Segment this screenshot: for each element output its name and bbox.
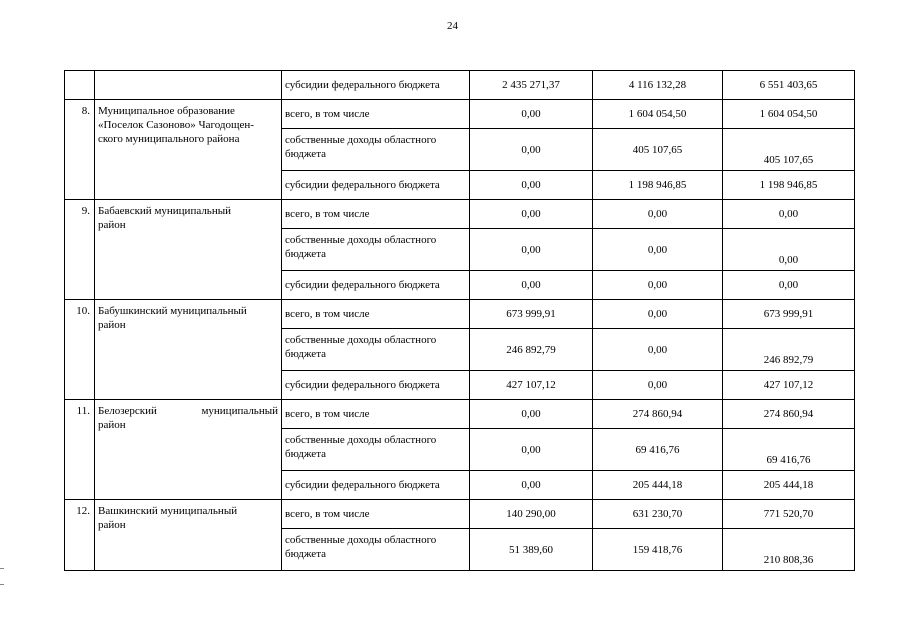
row-number	[65, 71, 95, 100]
amount-2: 0,00	[593, 329, 723, 371]
row-number: 8.	[65, 100, 95, 200]
amount-3: 205 444,18	[723, 471, 855, 500]
municipality-name-line: Белозерский муниципальный	[98, 405, 278, 417]
budget-category-label: всего, в том числе	[285, 308, 370, 320]
budget-category-label: собственные доходы областного бюджета	[285, 234, 437, 260]
budget-category	[282, 371, 470, 400]
table-row	[65, 100, 855, 129]
budget-category-label: собственные доходы областного бюджета	[285, 534, 437, 560]
row-number: 12.	[65, 500, 95, 571]
amount-2: 205 444,18	[593, 471, 723, 500]
budget-category	[282, 500, 470, 529]
budget-category-label: собственные доходы областного бюджета	[285, 134, 437, 160]
municipality-name-line: «Поселок Сазоново» Чагодощен-	[98, 119, 254, 131]
amount-3: 1 198 946,85	[723, 171, 855, 200]
budget-category-label: субсидии федерального бюджета	[285, 479, 440, 491]
budget-category	[282, 229, 470, 271]
amount-3: 274 860,94	[723, 400, 855, 429]
amount-1: 427 107,12	[470, 371, 593, 400]
municipality-name	[95, 400, 282, 500]
budget-category-label: всего, в том числе	[285, 208, 370, 220]
budget-category	[282, 129, 470, 171]
row-number: 9.	[65, 200, 95, 300]
amount-1: 0,00	[470, 229, 593, 271]
municipality-name-line: район	[98, 419, 126, 431]
budget-category	[282, 329, 470, 371]
municipality-name-line: район	[98, 519, 126, 531]
budget-category	[282, 100, 470, 129]
budget-table	[64, 70, 855, 571]
amount-1: 51 389,60	[470, 529, 593, 571]
amount-1: 0,00	[470, 429, 593, 471]
budget-category-label: собственные доходы областного бюджета	[285, 334, 437, 360]
budget-category-label: всего, в том числе	[285, 508, 370, 520]
municipality-name-line: ского муниципального района	[98, 133, 240, 145]
municipality-name-line: Муниципальное образование	[98, 105, 235, 117]
budget-category	[282, 271, 470, 300]
amount-2: 69 416,76	[593, 429, 723, 471]
amount-3: 246 892,79	[723, 329, 855, 371]
amount-1: 0,00	[470, 400, 593, 429]
amount-3: 427 107,12	[723, 371, 855, 400]
amount-3: 210 808,36	[723, 529, 855, 571]
municipality-name-line: район	[98, 319, 126, 331]
amount-3: 1 604 054,50	[723, 100, 855, 129]
amount-1: 2 435 271,37	[470, 71, 593, 100]
amount-3: 69 416,76	[723, 429, 855, 471]
municipality-name	[95, 71, 282, 100]
amount-1: 0,00	[470, 271, 593, 300]
amount-2: 0,00	[593, 371, 723, 400]
margin-mark	[0, 584, 4, 585]
amount-3: 673 999,91	[723, 300, 855, 329]
amount-2: 1 198 946,85	[593, 171, 723, 200]
budget-category	[282, 200, 470, 229]
budget-category-label: всего, в том числе	[285, 108, 370, 120]
municipality-name	[95, 300, 282, 400]
amount-1: 0,00	[470, 129, 593, 171]
budget-category	[282, 71, 470, 100]
row-number: 11.	[65, 400, 95, 500]
amount-2: 631 230,70	[593, 500, 723, 529]
amount-2: 0,00	[593, 300, 723, 329]
municipality-name-line: район	[98, 219, 126, 231]
amount-3: 0,00	[723, 229, 855, 271]
budget-category	[282, 300, 470, 329]
municipality-name	[95, 200, 282, 300]
amount-3: 771 520,70	[723, 500, 855, 529]
amount-1: 0,00	[470, 171, 593, 200]
table-row	[65, 200, 855, 229]
budget-category	[282, 429, 470, 471]
budget-category-label: субсидии федерального бюджета	[285, 79, 440, 91]
amount-3: 0,00	[723, 200, 855, 229]
amount-2: 0,00	[593, 229, 723, 271]
amount-2: 405 107,65	[593, 129, 723, 171]
row-number: 10.	[65, 300, 95, 400]
budget-category-label: субсидии федерального бюджета	[285, 179, 440, 191]
amount-3: 6 551 403,65	[723, 71, 855, 100]
amount-1: 0,00	[470, 471, 593, 500]
budget-category	[282, 171, 470, 200]
amount-2: 4 116 132,28	[593, 71, 723, 100]
amount-1: 140 290,00	[470, 500, 593, 529]
budget-category	[282, 471, 470, 500]
municipality-name	[95, 500, 282, 571]
municipality-name-line: Бабушкинский муниципальный	[98, 305, 247, 317]
amount-2: 1 604 054,50	[593, 100, 723, 129]
amount-2: 0,00	[593, 271, 723, 300]
amount-1: 673 999,91	[470, 300, 593, 329]
budget-category	[282, 529, 470, 571]
amount-2: 159 418,76	[593, 529, 723, 571]
budget-category-label: всего, в том числе	[285, 408, 370, 420]
amount-1: 246 892,79	[470, 329, 593, 371]
amount-3: 405 107,65	[723, 129, 855, 171]
amount-2: 0,00	[593, 200, 723, 229]
amount-1: 0,00	[470, 200, 593, 229]
page-number: 24	[447, 20, 458, 32]
margin-mark	[0, 568, 4, 569]
municipality-name-line: Бабаевский муниципальный	[98, 205, 231, 217]
amount-1: 0,00	[470, 100, 593, 129]
table-row	[65, 300, 855, 329]
budget-category	[282, 400, 470, 429]
municipality-name-line: Вашкинский муниципальный	[98, 505, 238, 517]
budget-category-label: субсидии федерального бюджета	[285, 279, 440, 291]
table-row	[65, 400, 855, 429]
amount-2: 274 860,94	[593, 400, 723, 429]
amount-3: 0,00	[723, 271, 855, 300]
table-row	[65, 500, 855, 529]
table-row	[65, 71, 855, 100]
municipality-name	[95, 100, 282, 200]
budget-category-label: субсидии федерального бюджета	[285, 379, 440, 391]
budget-category-label: собственные доходы областного бюджета	[285, 434, 437, 460]
